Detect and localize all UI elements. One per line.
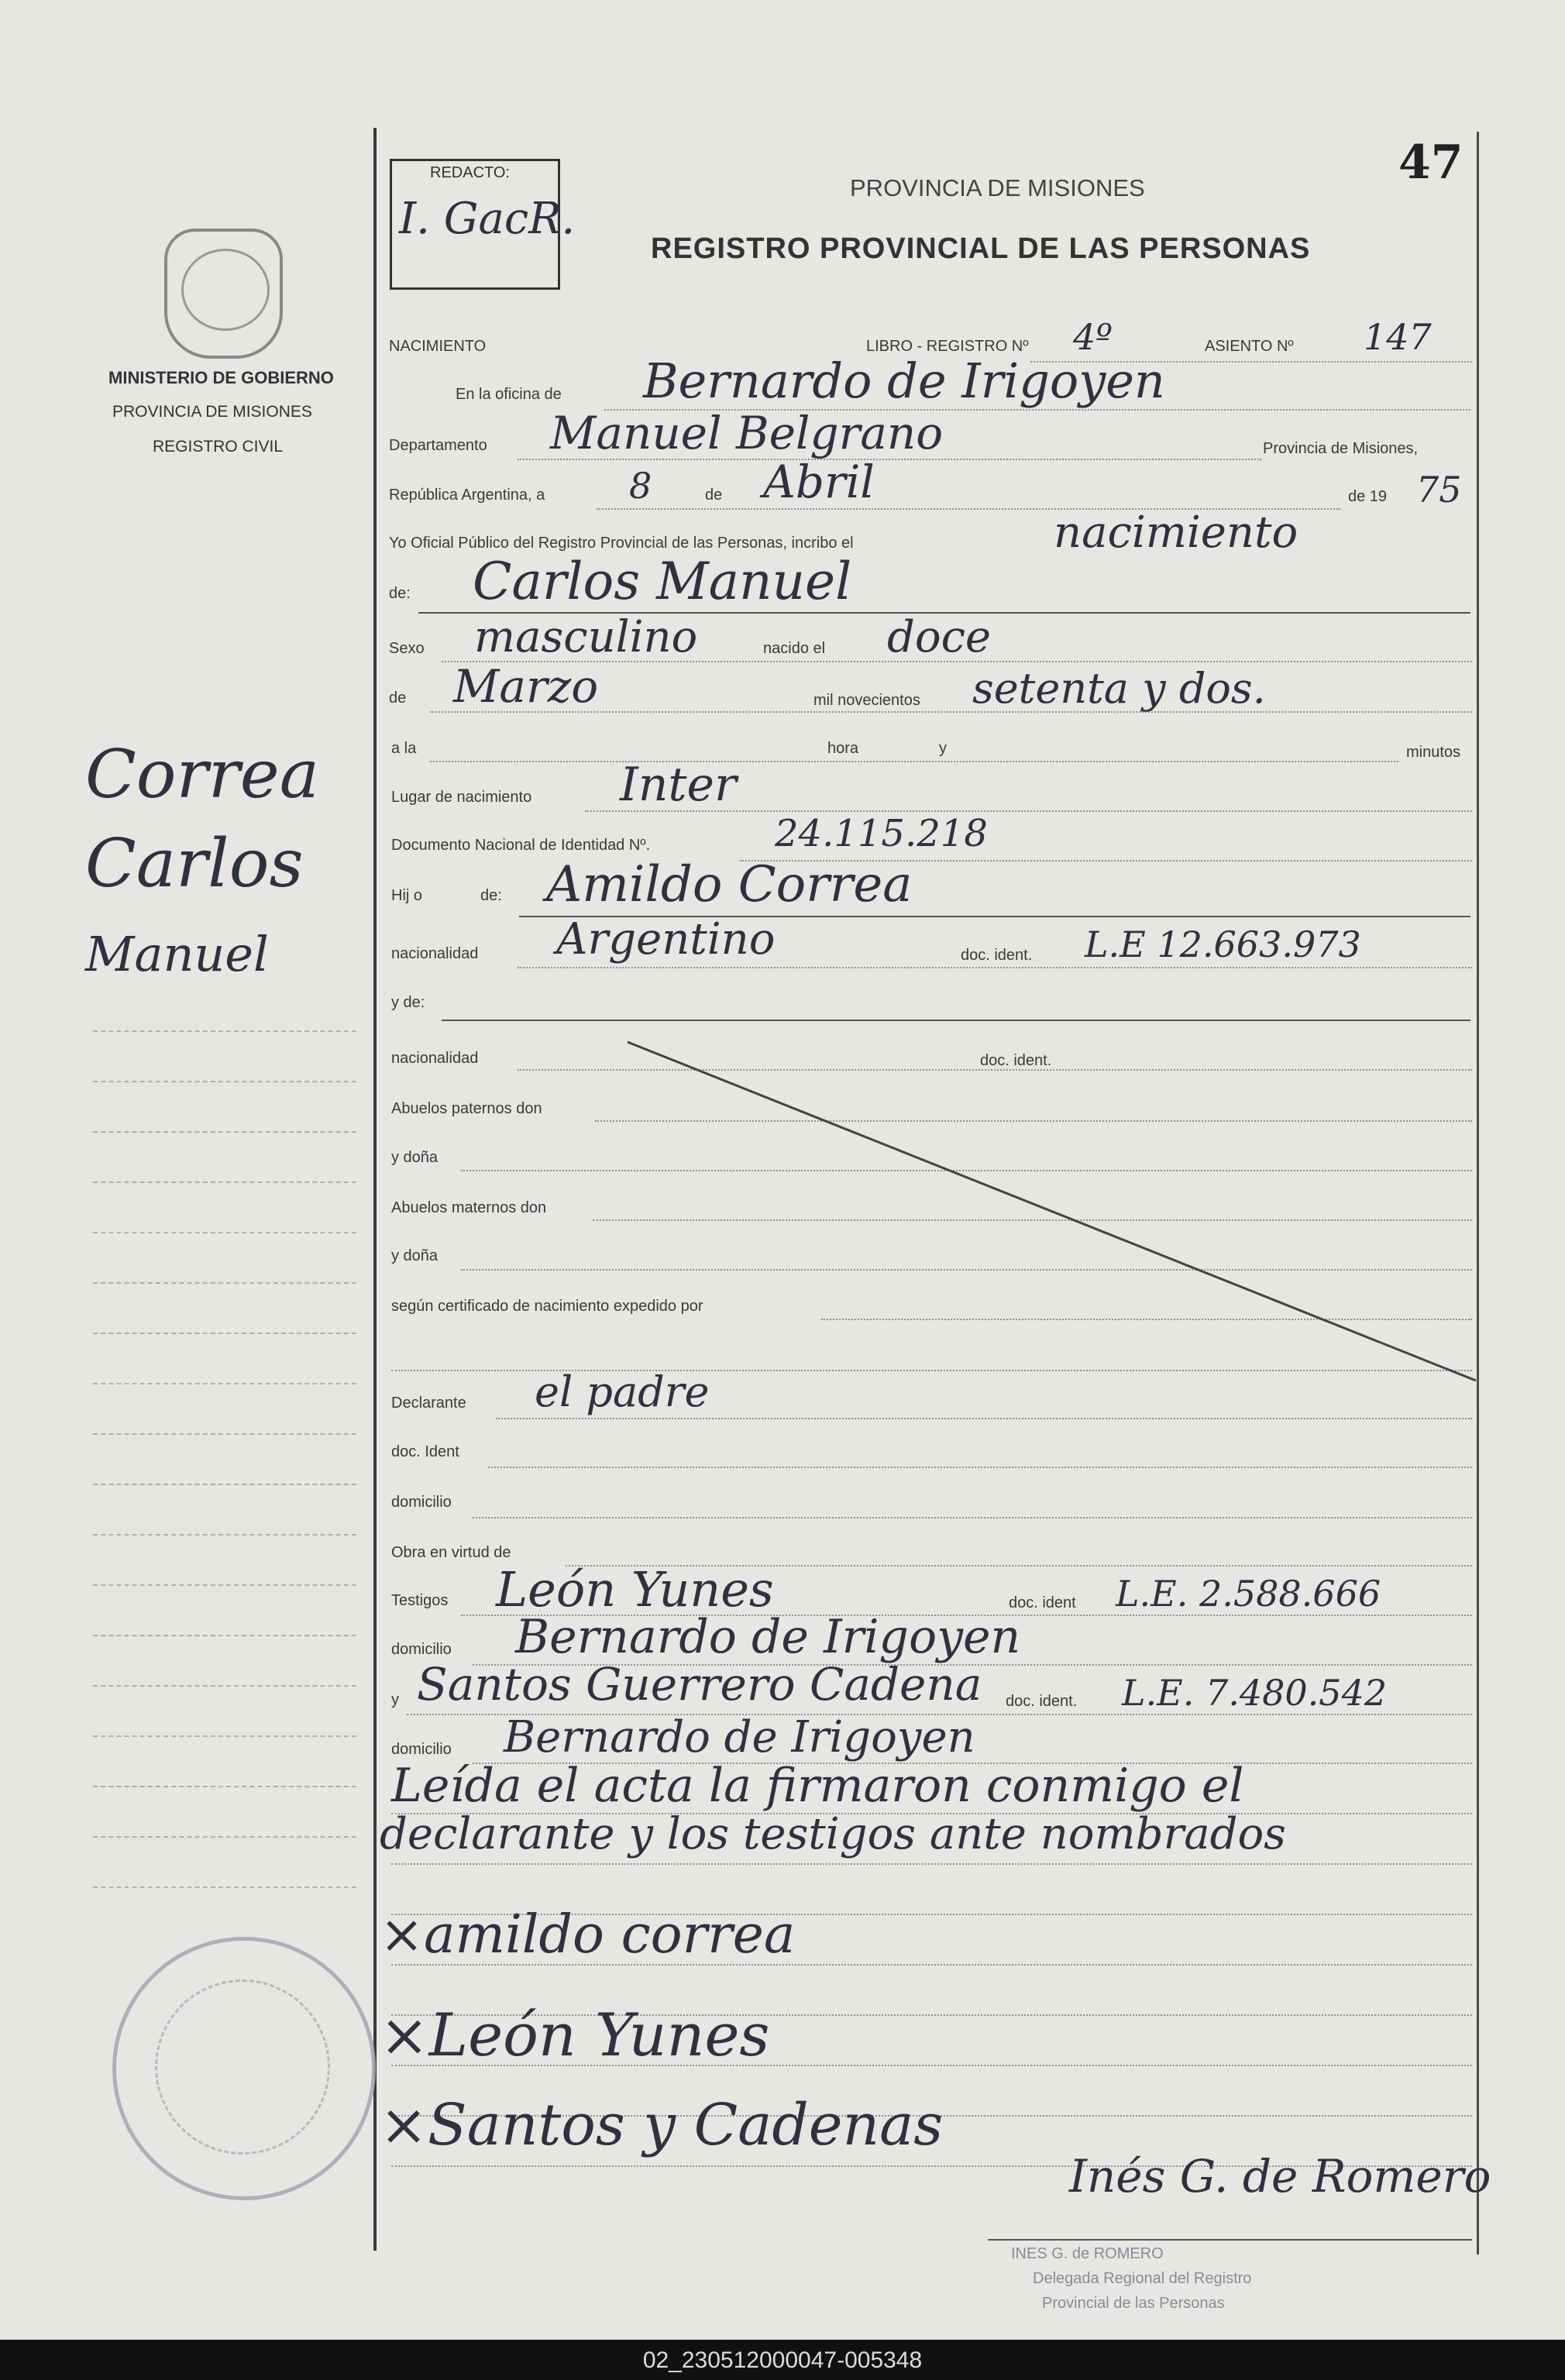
mil-label: mil novecientos: [813, 692, 920, 709]
ministry-registry: REGISTRO CIVIL: [153, 438, 284, 456]
hijo-label: Hij o: [391, 887, 423, 904]
nombre-value: Carlos Manuel: [473, 552, 852, 611]
officer-stamp-name: INES G. de ROMERO: [1011, 2245, 1164, 2262]
declarante-value: el padre: [535, 1367, 710, 1416]
y-label: y: [939, 740, 947, 757]
nac2-label: nacionalidad: [391, 1050, 479, 1067]
oficial-label: Yo Oficial Público del Registro Provincial de las Personas, incribo el: [389, 535, 854, 552]
docident-label: doc. Ident: [391, 1443, 459, 1460]
margin-middle-name: Manuel: [85, 926, 269, 982]
testigo2-value: Santos Guerrero Cadena: [417, 1658, 982, 1711]
obra-label: Obra en virtud de: [391, 1544, 511, 1561]
nombre-label: de:: [389, 585, 411, 602]
mes-value: Abril: [763, 456, 875, 508]
redacto-value: I. GacR.: [399, 194, 576, 244]
ydona1-label: y doña: [391, 1149, 439, 1166]
signature-declarant: ×amildo correa: [380, 1904, 796, 1966]
margin-surname: Correa: [85, 736, 319, 813]
doc1-label: doc. ident.: [961, 947, 1033, 964]
mil-value: setenta y dos.: [972, 664, 1266, 713]
doc3-value: L.E. 2.588.666: [1116, 1573, 1381, 1615]
doc3-label: doc. ident: [1009, 1594, 1076, 1611]
dia-value: 8: [629, 465, 652, 507]
signature-witness-1: ×León Yunes: [380, 2000, 770, 2069]
anio-label: de 19: [1348, 488, 1388, 505]
header-province: PROVINCIA DE MISIONES: [850, 174, 1145, 201]
minutos-label: minutos: [1406, 744, 1461, 761]
yde-label: y de:: [391, 994, 425, 1011]
file-id: 02_230512000047-005348: [642, 2347, 923, 2373]
asiento-label: ASIENTO Nº: [1205, 338, 1294, 355]
departamento-value: Manuel Belgrano: [550, 407, 944, 459]
testigo1-value: León Yunes: [496, 1561, 774, 1618]
signature-officer: Inés G. de Romero: [1069, 2150, 1491, 2203]
abpat-label: Abuelos paternos don: [391, 1100, 542, 1117]
hora-label: hora: [827, 740, 859, 757]
nac-mes-label: de: [389, 690, 407, 707]
domicilio3-label: domicilio: [391, 1741, 452, 1758]
de-label: de: [705, 487, 723, 504]
lugar-value: Inter: [620, 758, 737, 812]
abmat-label: Abuelos maternos don: [391, 1199, 547, 1216]
doc2-label: doc. ident.: [980, 1052, 1052, 1069]
ministry-name: MINISTERIO DE GOBIERNO: [108, 368, 334, 387]
sexo-value: masculino: [474, 612, 698, 662]
departamento-label: Departamento: [389, 437, 487, 454]
sexo-label: Sexo: [389, 640, 425, 657]
nac1-value: Argentino: [556, 914, 776, 965]
asiento-value: 147: [1364, 316, 1432, 358]
doc1-value: L.E 12.663.973: [1085, 923, 1361, 965]
ministry-province: PROVINCIA DE MISIONES: [112, 403, 312, 421]
doc4-value: L.E. 7.480.542: [1122, 1672, 1388, 1714]
nac1-label: nacionalidad: [391, 945, 479, 962]
ydona2-label: y doña: [391, 1247, 439, 1264]
leida-line1: Leída el acta la firmaron conmigo el: [391, 1759, 1244, 1813]
libro-label: LIBRO - REGISTRO Nº: [866, 338, 1029, 355]
republica-label: República Argentina, a: [389, 487, 545, 504]
nacido-label: nacido el: [763, 640, 826, 657]
officer-stamp-office: Provincial de las Personas: [1042, 2295, 1225, 2312]
margin-first-name: Carlos: [85, 825, 304, 903]
domicilio1-label: domicilio: [391, 1494, 452, 1511]
footer-bar: [0, 2340, 1565, 2380]
testigos-label: Testigos: [391, 1592, 449, 1609]
cert-label: según certificado de nacimiento expedido por: [391, 1298, 703, 1315]
domicilio2-value: Bernardo de Irigoyen: [515, 1610, 1021, 1664]
page-number: 47: [1398, 136, 1464, 190]
officer-stamp-title: Delegada Regional del Registro: [1033, 2270, 1252, 2287]
oficina-label: En la oficina de: [456, 386, 562, 403]
padre-value: Amildo Correa: [546, 856, 913, 913]
doc4-label: doc. ident.: [1006, 1693, 1078, 1710]
domicilio3-value: Bernardo de Irigoyen: [504, 1712, 975, 1763]
dni-value: 24.115.218: [775, 812, 988, 855]
declarante-label: Declarante: [391, 1395, 466, 1412]
lugar-label: Lugar de nacimiento: [391, 789, 532, 806]
redacto-label: REDACTO:: [430, 164, 510, 181]
ala-label: a la: [391, 740, 417, 757]
libro-value: 4º: [1073, 316, 1113, 358]
nacimiento-label: NACIMIENTO: [389, 338, 487, 355]
hijo-de-label: de:: [480, 887, 502, 904]
y2-label: y: [391, 1691, 399, 1708]
oficial-value: nacimiento: [1054, 507, 1298, 558]
oficina-value: Bernardo de Irigoyen: [643, 353, 1165, 409]
header-title: REGISTRO PROVINCIAL DE LAS PERSONAS: [651, 232, 1311, 265]
nacido-value: doce: [887, 612, 992, 662]
provincia-label: Provincia de Misiones,: [1263, 440, 1419, 457]
leida-line2: declarante y los testigos ante nombrados: [380, 1809, 1286, 1859]
dni-label: Documento Nacional de Identidad Nº.: [391, 837, 651, 854]
anio-value: 75: [1416, 469, 1462, 511]
signature-witness-2: ×Santos y Cadenas: [380, 2092, 944, 2158]
nac-mes-value: Marzo: [453, 660, 599, 713]
domicilio2-label: domicilio: [391, 1641, 452, 1658]
registry-stamp: [112, 1937, 376, 2200]
